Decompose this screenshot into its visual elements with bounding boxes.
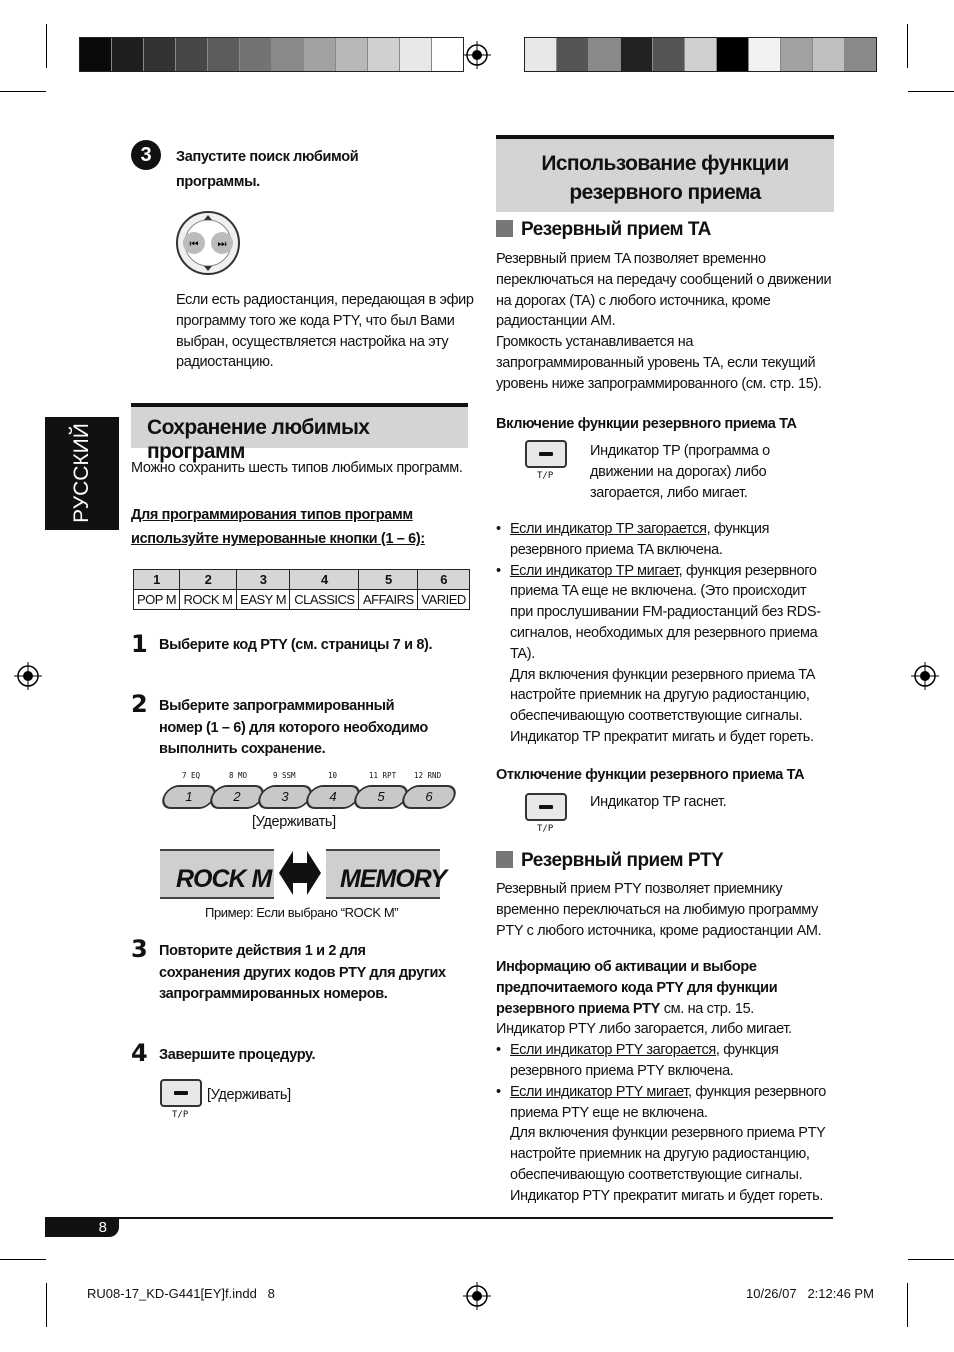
color-swatch — [717, 38, 749, 71]
tp-label: T/P — [172, 1110, 189, 1120]
color-swatch — [749, 38, 781, 71]
color-swatch — [653, 38, 685, 71]
color-swatch — [144, 38, 176, 71]
preset-button-3[interactable]: 3 — [255, 785, 316, 809]
ta-description: Резервный прием TA позволяет временно переключаться на передачу сообщений о движении на дорогах (TA) с любого источника, кроме радиостанции AM. Громкость устанавливается на запрограммированный уровень TA, если текущий уровень ниже запрограммированного (см. стр. 15). — [496, 251, 832, 392]
ta-off-indicator: Индикатор TP гаснет. — [590, 794, 727, 810]
step-2-number: 2 — [131, 690, 148, 718]
preset-sub-label: 9 SSM — [273, 771, 296, 780]
svg-text:⏭: ⏭ — [217, 239, 227, 250]
color-swatch — [621, 38, 653, 71]
crop-mark — [0, 1259, 46, 1260]
preset-button-6[interactable]: 6 — [399, 785, 460, 809]
crop-mark — [46, 24, 47, 68]
step-4-text: Завершите процедуру. — [159, 1047, 316, 1063]
hold-label: [Удерживать] — [252, 814, 336, 830]
hold-label-2: [Удерживать] — [207, 1087, 291, 1103]
color-swatch — [176, 38, 208, 71]
preset-button-5[interactable]: 5 — [351, 785, 412, 809]
preset-sub-label: 12 RND — [414, 771, 442, 780]
square-bullet-icon — [496, 851, 513, 868]
step-3-number: 3 — [131, 935, 148, 963]
color-swatch — [80, 38, 112, 71]
preset-button-1[interactable]: 1 — [159, 785, 220, 809]
color-swatch — [813, 38, 845, 71]
bottom-rule — [45, 1217, 833, 1219]
language-label: РУССКИЙ — [70, 423, 93, 523]
registration-mark-icon — [14, 662, 42, 690]
color-swatch — [272, 38, 304, 71]
ta-off-header: Отключение функции резервного приема TA — [496, 767, 805, 783]
toggle-arrow-icon — [279, 851, 321, 895]
seek-dial-icon — [174, 210, 242, 276]
ta-on-header: Включение функции резервного приема TA — [496, 416, 797, 432]
section-title: Использование функции резервного приема — [541, 152, 789, 204]
footer-date: 10/26/07 2:12:46 PM — [746, 1286, 874, 1301]
registration-mark-icon — [463, 41, 491, 69]
preset-button-2[interactable]: 2 — [207, 785, 268, 809]
footer-filename: RU08-17_KD-G441[EY]f.indd 8 — [87, 1286, 275, 1301]
crop-mark — [908, 1259, 954, 1260]
subsection-title-ta: Резервный прием TA — [496, 219, 711, 241]
page-number-tab — [45, 1218, 119, 1237]
step-4-number: 4 — [131, 1039, 148, 1067]
ta-on-indicator: Индикатор TP (программа о движении на дорогах) либо загорается, либо мигает. — [590, 443, 770, 501]
color-swatch — [400, 38, 432, 71]
color-swatch — [685, 38, 717, 71]
color-swatch — [304, 38, 336, 71]
language-side-tab — [45, 417, 119, 530]
save-intro: Можно сохранить шесть типов любимых программ. — [131, 460, 463, 476]
color-swatch — [240, 38, 272, 71]
tp-button[interactable] — [525, 793, 567, 821]
color-swatch — [525, 38, 557, 71]
preset-sub-label: 7 EQ — [182, 771, 201, 780]
tp-button[interactable] — [160, 1079, 202, 1107]
pty-info: Информацию об активации и выборе предпочитаемого кода PTY для функции резервного приема PTY см. на стр. 15. Индикатор PTY либо загорается, либо мигает. • Если индикатор PTY загорается, функция резервного приема PTY включена. • Если индикатор PTY мигает, функция резервного приема PTY еще не включена. Для включения функции резервного приема PTY настройте приемник на другую радиостанцию, обеспечивающую соответствующие сигналы. Индикатор PTY прекратит мигать и будет гореть. — [496, 957, 832, 1207]
step-3-repeat-text: Повторите действия 1 и 2 для сохранения других кодов PTY для других запрограммированных номеров. — [159, 943, 446, 1002]
pty-preset-table: 1 2 3 4 5 6 POP M ROCK M EASY M CLASSICS AFFAIRS VARIED — [133, 569, 470, 610]
subsection-title-pty: Резервный прием PTY — [496, 850, 723, 872]
programming-instruction: Для программирования типов программ используйте нумерованные кнопки (1 – 6): — [131, 507, 425, 547]
color-swatch — [368, 38, 400, 71]
section-title: Сохранение любимых программ — [147, 416, 370, 463]
preset-sub-label: 10 — [328, 771, 338, 780]
crop-mark — [0, 91, 46, 92]
crop-mark — [908, 91, 954, 92]
step-3-circle: 3 — [131, 140, 161, 170]
color-swatch — [589, 38, 621, 71]
step-3-text: Запустите поиск любимой программы. — [176, 149, 359, 190]
tp-button[interactable] — [525, 440, 567, 468]
color-swatch — [112, 38, 144, 71]
example-caption: Пример: Если выбрано “ROCK M” — [205, 905, 399, 920]
color-calibration-bar-left — [79, 37, 464, 72]
tp-label: T/P — [537, 824, 554, 834]
ta-bullets: • Если индикатор TP загорается, функция резервного приема TA включена. • Если индикатор TP мигает, функция резервного приема TA еще не включена. (Это происходит при прослушивании FM-радиостанций без RDS- сигналов, необходимых для резервного приема TA). Для включения функции резервного приема TA настройте приемник на другую радиостанцию, обеспечивающую соответствующие сигналы. Индикатор TP прекратит мигать и будет гореть. — [496, 519, 832, 748]
pty-description: Резервный прием PTY позволяет приемнику временно переключаться на любимую программу PTY с любого источника, кроме радиостанции AM. — [496, 881, 822, 939]
step-1-text: Выберите код PTY (см. страницы 7 и 8). — [159, 637, 433, 653]
registration-mark-icon — [911, 662, 939, 690]
svg-text:⏮: ⏮ — [189, 239, 199, 250]
page-number: 8 — [98, 1219, 107, 1236]
display-memory: MEMORY — [326, 849, 440, 899]
color-calibration-bar-right — [524, 37, 877, 72]
display-rock-m: ROCK M — [160, 849, 274, 899]
crop-mark — [907, 1283, 908, 1327]
section-header-save-programs — [131, 403, 468, 463]
preset-sub-label: 11 RPT — [369, 771, 397, 780]
step-2-text: Выберите запрограммированный номер (1 – 6) для которого необходимо выполнить сохранение. — [159, 698, 428, 757]
square-bullet-icon — [496, 220, 513, 237]
tp-label: T/P — [537, 471, 554, 481]
color-swatch — [432, 38, 463, 71]
color-swatch — [208, 38, 240, 71]
pty-search-description: Если есть радиостанция, передающая в эфир программу того же кода PTY, что был Вами выбран, осуществляется настройка на эту радиостанцию. — [176, 292, 474, 371]
color-swatch — [557, 38, 589, 71]
section-header-reserve — [496, 135, 834, 212]
color-swatch — [781, 38, 813, 71]
preset-sub-label: 8 MO — [229, 771, 248, 780]
crop-mark — [46, 1283, 47, 1327]
step-1-number: 1 — [131, 630, 148, 658]
registration-mark-icon — [463, 1282, 491, 1310]
color-swatch — [845, 38, 876, 71]
color-swatch — [336, 38, 368, 71]
preset-button-4[interactable]: 4 — [303, 785, 364, 809]
crop-mark — [907, 24, 908, 68]
